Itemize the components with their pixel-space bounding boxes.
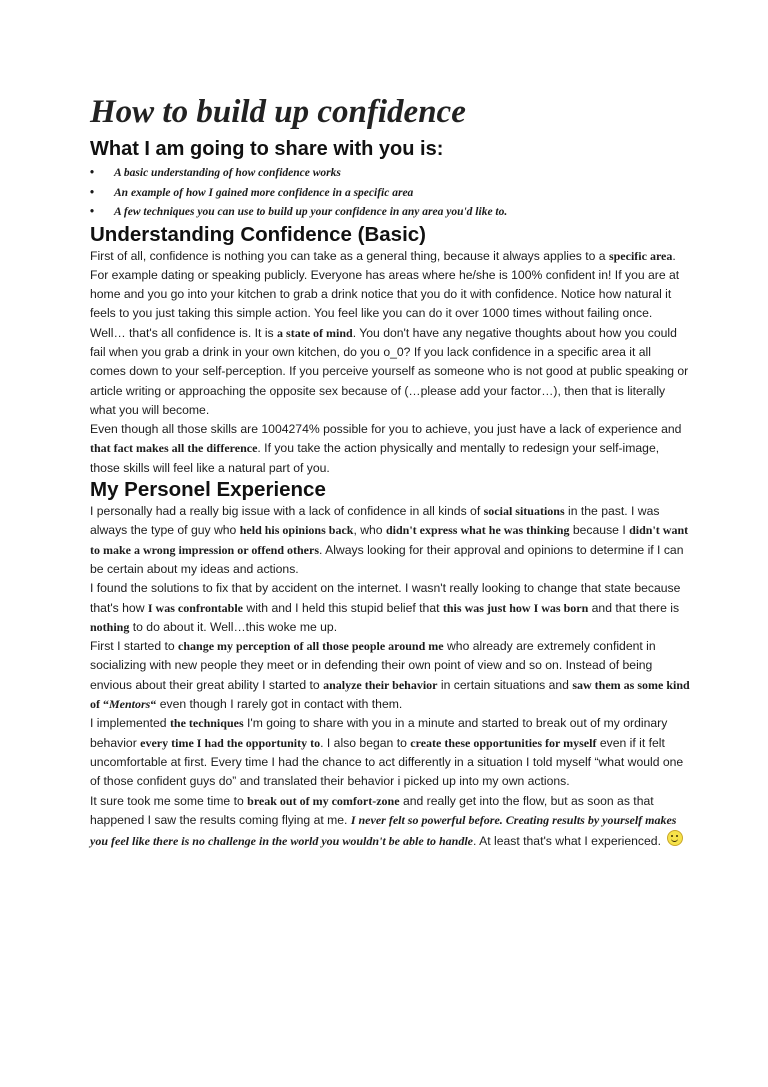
page-title: How to build up confidence bbox=[90, 94, 466, 130]
emphasis: specific area bbox=[608, 248, 673, 263]
emphasis: nothing bbox=[90, 619, 130, 634]
emphasis: held his opinions back bbox=[239, 523, 354, 538]
emphasis: break out of my comfort-zone bbox=[247, 793, 400, 808]
emphasis: “ bbox=[150, 697, 157, 712]
smiley-icon bbox=[667, 830, 683, 846]
bullet-item: • A few techniques you can use to build up your confidence in any area you'd like to. bbox=[114, 203, 690, 223]
document-page bbox=[90, 92, 690, 851]
paragraph: I implemented the techniques I'm going to share with you in a minute and started to break out of my ordinary behavior every time I had the opportunity to. I also began to create these opportunities for myself even if it felt uncomfortable at first. Every time I had the chance to act differently in a situation I told myself “what would one of those confident guys do” and translated their behavior i picked up into my own actions. bbox=[90, 716, 684, 789]
paragraph: Well… that's all confidence is. It is a state of mind. You don't have any negative thoughts about how you could fail when you grab a drink in your own kitchen, do you o_0? If you lack confidence in a specific area it all comes down to your self-perception. If you perceive yourself as someone who is not good at public speaking or article writing or approaching the opposite sex because of (…please add your factor…), then that is literally what you will become. bbox=[90, 325, 689, 417]
emphasis: change my perception of all those people around me bbox=[178, 639, 444, 654]
emphasis: saw them as some kind of “ bbox=[90, 677, 690, 712]
emphasis: this was just how I was born bbox=[442, 600, 589, 615]
paragraph: I personally had a really big issue with a lack of confidence in all kinds of social situations in the past. I was always the type of guy who held his opinions back, who didn't express what he was thinking because I didn't want to make a wrong impression or offend others. Always looking for their approval and opinions to determine if I can be certain about my ideas and actions. bbox=[90, 504, 689, 576]
intro-bullet-list bbox=[90, 164, 690, 223]
emphasis: I was confrontable bbox=[147, 600, 244, 615]
emphasis-italic: Mentors bbox=[109, 697, 151, 712]
section-heading-experience: My Personel Experience bbox=[90, 478, 326, 502]
emphasis: that fact makes all the difference bbox=[90, 441, 258, 456]
section-heading-understanding: Understanding Confidence (Basic) bbox=[90, 222, 427, 246]
emphasis: didn't express what he was thinking bbox=[385, 523, 570, 538]
emphasis: social situations bbox=[483, 504, 565, 519]
emphasis-italic: I never felt so powerful before. Creating results by yourself makes you feel like there is no challenge in the world you wouldn't be able to handle bbox=[90, 812, 677, 849]
paragraph: I found the solutions to fix that by accident on the internet. I wasn't really looking to change that state because that's how I was confrontable with and I held this stupid belief that this was just how I was born and that there is nothing to do about it. Well…this woke me up. bbox=[90, 581, 681, 634]
paragraph: First I started to change my perception of all those people around me who already are extremely confident in socializing with new people they meet or in defending their own point of view and so on. Instead of being envious about their great ability I started to analyze their behavior in certain situations and saw them as some kind of “Mentors“ even though I rarely got in contact with them. bbox=[90, 639, 690, 712]
paragraph: It sure took me some time to break out of my comfort-zone and really get into the flow, but as soon as that happened I saw the results coming flying at me. I never felt so powerful before. Creating results by yourself makes you feel like there is no challenge in the world you wouldn't be able to handle. At least that's what I experienced. bbox=[90, 792, 690, 852]
emphasis: didn't want to make a wrong impression or offend others bbox=[90, 523, 689, 557]
emphasis: the techniques bbox=[169, 716, 244, 731]
emphasis: analyze their behavior bbox=[323, 677, 438, 692]
emphasis: a state of mind bbox=[277, 325, 353, 340]
bullet-item: • A basic understanding of how confidence works bbox=[114, 164, 690, 184]
bullet-item: • An example of how I gained more confidence in a specific area bbox=[114, 184, 690, 204]
intro-heading: What I am going to share with you is: bbox=[90, 138, 444, 160]
paragraph: Even though all those skills are 1004274% possible for you to achieve, you just have a lack of experience and that fact makes all the difference. If you take the action physically and mentally to redesign your self-image, those skills will feel like a natural part of you. bbox=[90, 422, 682, 475]
paragraph: First of all, confidence is nothing you can take as a general thing, because it always applies to a specific area. For example dating or speaking publicly. Everyone has areas where he/she is 100% confident in! If you are at home and you go into your kitchen to grab a drink notice that you do it with confidence. Notice how natural it feels to you just taking this simple action. You feel like you can do it over 1000 times without failing once. bbox=[90, 248, 680, 321]
emphasis: create these opportunities for myself bbox=[410, 735, 597, 750]
emphasis: every time I had the opportunity to bbox=[140, 735, 321, 750]
